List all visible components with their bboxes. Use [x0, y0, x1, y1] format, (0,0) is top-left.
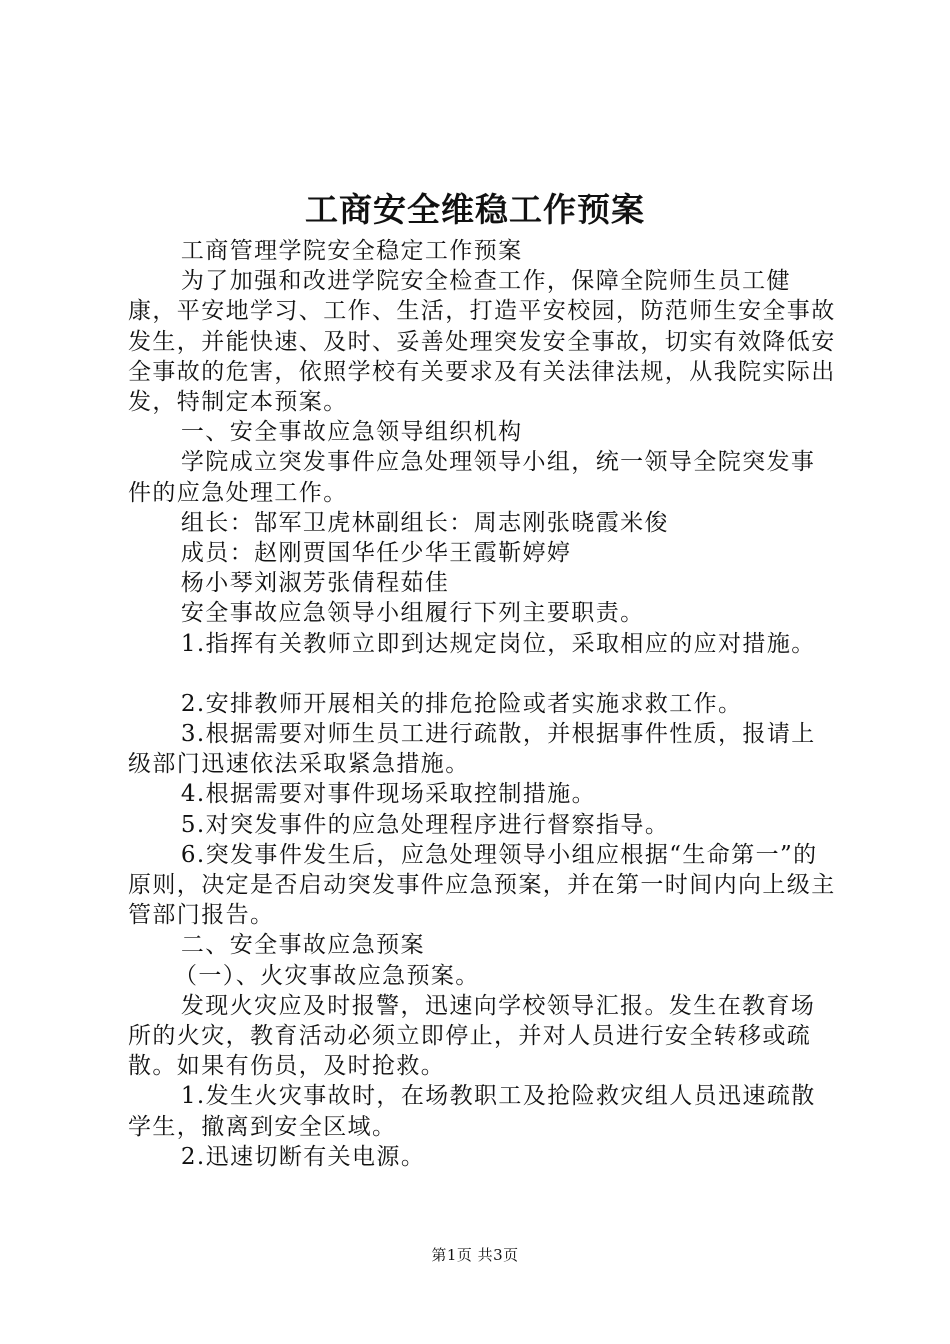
- duty-item-6: 6.突发事件发生后，应急处理领导小组应根据“生命第一”的原则，决定是否启动突发事件应急预案，并在第一时间内向上级主管部门报告。: [128, 841, 836, 929]
- page-number: 第1页 共3页: [431, 1246, 519, 1264]
- paragraph-members: 成员：赵刚贾国华任少华王霞靳婷婷: [180, 540, 572, 567]
- document-title: 工商安全维稳工作预案: [305, 190, 645, 229]
- duty-item-3: 3.根据需要对师生员工进行疏散，并根据事件性质，报请上级部门迅速依法采取紧急措施。: [128, 721, 816, 778]
- paragraph-duties-intro: 安全事故应急领导小组履行下列主要职责。: [180, 600, 645, 627]
- paragraph-intro: 为了加强和改进学院安全检查工作，保障全院师生员工健康，平安地学习、工作、生活，打造平安校园，防范师生安全事故发生，并能快速、及时、妥善处理突发安全事故，切实有效降低安全事故的危害，依照学校有关要求及有关法律法规，从我院实际出发，特制定本预案。: [128, 268, 836, 416]
- duty-item-5: 5.对突发事件的应急处理程序进行督察指导。: [180, 811, 670, 838]
- section-heading-organization: 一、安全事故应急领导组织机构: [180, 419, 523, 446]
- duty-item-1: 1.指挥有关教师立即到达规定岗位，采取相应的应对措施。: [180, 630, 816, 657]
- section-heading-plans: 二、安全事故应急预案: [180, 932, 425, 959]
- subsection-heading-fire: （一）、火灾事故应急预案。: [174, 962, 480, 989]
- paragraph-subtitle: 工商管理学院安全稳定工作预案: [180, 238, 523, 264]
- paragraph-fire-response: 发现火灾应及时报警，迅速向学校领导汇报。发生在教育场所的火灾，教育活动必须立即停止，并对人员进行安全转移或疏散。如果有伤员，及时抢救。: [128, 992, 816, 1080]
- paragraph-organization: 学院成立突发事件应急处理领导小组，统一领导全院突发事件的应急处理工作。: [128, 449, 816, 506]
- document-body: [128, 236, 838, 1172]
- duty-item-4: 4.根据需要对事件现场采取控制措施。: [180, 781, 597, 808]
- fire-item-1: 1.发生火灾事故时，在场教职工及抢险救灾组人员迅速疏散学生，撤离到安全区域。: [128, 1083, 816, 1140]
- paragraph-members-continued: 杨小琴刘淑芳张倩程茹佳: [180, 570, 450, 597]
- fire-item-2: 2.迅速切断有关电源。: [180, 1143, 426, 1170]
- duty-item-2: 2.安排教师开展相关的排危抢险或者实施求救工作。: [180, 690, 743, 717]
- paragraph-leaders: 组长：郜军卫虎林副组长：周志刚张晓霞米俊: [180, 509, 669, 536]
